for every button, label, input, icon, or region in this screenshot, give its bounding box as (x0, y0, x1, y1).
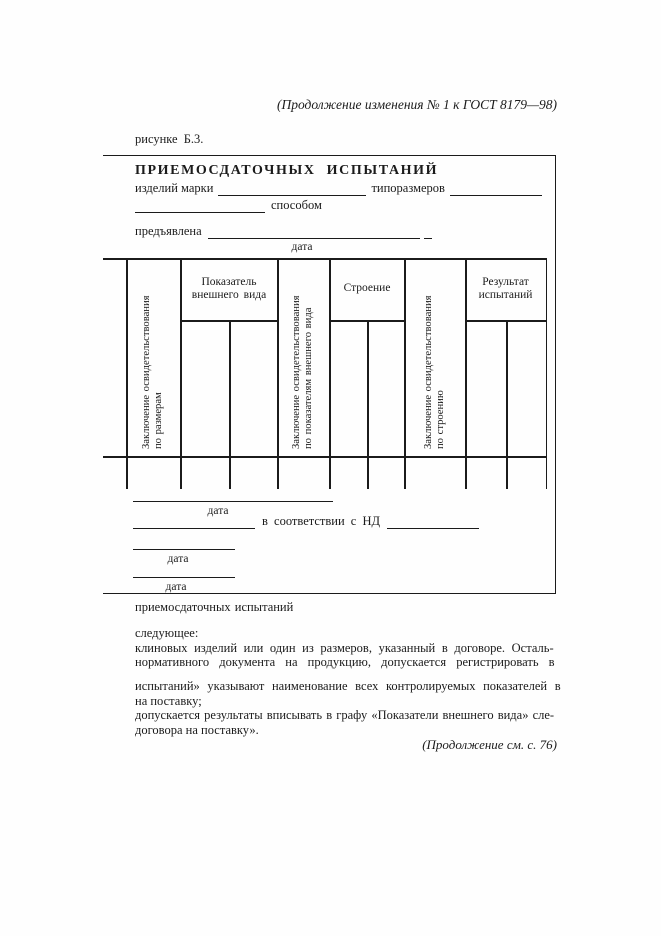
body-paragraph (135, 679, 561, 737)
body-text-line: следующее: (135, 626, 199, 640)
body-text-line: испытаний» указывают наименование всех контролируемых показателей в (135, 679, 561, 693)
table-grid-line (506, 320, 508, 489)
form-line-method (135, 198, 322, 213)
body-text-line: допускается результаты вписывать в графу «Показатели внешнего вида» сле- (135, 708, 555, 722)
date-caption: дата (165, 581, 187, 593)
column-header-appearance: Показатель внешнего вида (191, 275, 267, 301)
blank-field (424, 225, 432, 239)
table-grid-line (546, 258, 548, 489)
body-text-line: приемосдаточных испытаний (135, 600, 294, 614)
form-title: ПРИЕМОСДАТОЧНЫХ ИСПЫТАНИЙ (135, 163, 439, 178)
form-line-products (135, 181, 542, 196)
blank-field (450, 182, 542, 196)
column-header-size-conclusion: Заключение освидетельствования по размерам (140, 295, 164, 449)
form-line-presented (135, 224, 432, 239)
table-grid-line (367, 320, 369, 489)
label-method: способом (271, 198, 322, 212)
body-text-line: на поставку; (135, 693, 202, 708)
figure-reference: рисунке Б.3. (135, 132, 204, 146)
label-sizes: типоразмеров (371, 181, 445, 195)
signature-line (133, 577, 235, 578)
body-text-line: нормативного документа на продукцию, допускается регистрировать в (135, 655, 555, 669)
blank-field (218, 182, 366, 196)
body-text-line: договора на поставку». (135, 722, 259, 737)
label-products: изделий марки (135, 181, 214, 195)
blank-field (135, 199, 265, 213)
body-paragraph (135, 626, 555, 670)
table-grid-line (103, 456, 547, 458)
signature-line (133, 549, 235, 550)
date-caption: дата (167, 553, 189, 565)
body-text-line: клиновых изделий или один из размеров, указанный в договоре. Осталь- (135, 640, 554, 655)
nd-line (133, 514, 479, 529)
blank-field (208, 225, 420, 239)
date-caption: дата (207, 505, 229, 517)
column-header-appearance-conclusion: Заключение освидетельствования по показателям внешнего вида (290, 295, 314, 449)
blank-field (387, 515, 479, 529)
label-presented: предъявлена (135, 224, 202, 238)
date-caption: дата (291, 241, 313, 253)
page-header-note: (Продолжение изменения № 1 к ГОСТ 8179—98) (276, 97, 557, 112)
nd-label: в соответствии с НД (262, 514, 381, 528)
page-footer-note: (Продолжение см. с. 76) (422, 737, 557, 752)
blank-field (133, 515, 255, 529)
table-grid-line (229, 320, 231, 489)
column-header-structure: Строение (343, 282, 391, 295)
column-header-structure-conclusion: Заключение освидетельствования по строению (422, 295, 446, 449)
signature-line (133, 501, 333, 502)
column-header-test-result: Результат испытаний (478, 275, 533, 301)
